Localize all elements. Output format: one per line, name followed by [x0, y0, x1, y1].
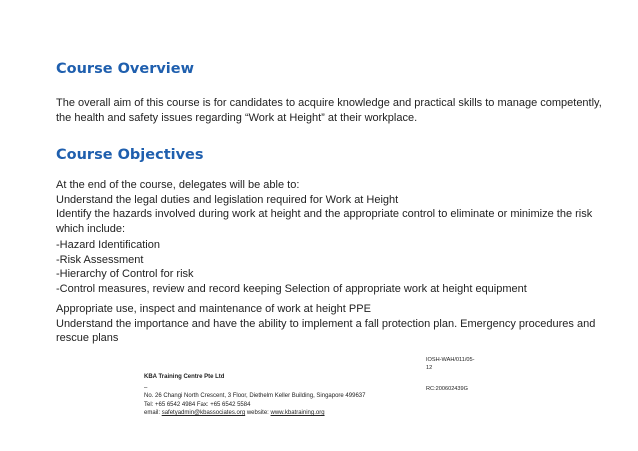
objectives-list	[56, 238, 616, 296]
objectives-intro-line: Understand the legal duties and legislation required for Work at Height	[56, 193, 399, 206]
course-overview-heading: Course Overview	[56, 61, 195, 77]
footer-email-website	[144, 409, 365, 418]
objectives-closing-line: rescue plans	[56, 332, 119, 344]
objective-item: -Hierarchy of Control for risk	[56, 268, 194, 280]
objective-item: -Control measures, review and record keeping Selection of appropriate work at height equipment	[56, 282, 527, 295]
footer-doc-ref-line: 12	[426, 364, 433, 371]
objective-item: -Risk Assessment	[56, 253, 144, 266]
footer-doc-ref-line: IOSH-WAH/011/05-	[426, 357, 475, 363]
objectives-closing	[56, 302, 616, 346]
overview-line: The overall aim of this course is for candidates to acquire knowledge and practical skills to manage competently,	[56, 97, 602, 109]
footer-company-name: KBA Training Centre Pte Ltd	[144, 374, 225, 380]
footer-email-link[interactable]: safetyadmin@kbassociates.org	[161, 410, 246, 417]
footer-phone: Tel: +65 6542 4984 Fax: +65 6542 5584	[144, 401, 251, 408]
objectives-closing-line: Appropriate use, inspect and maintenance of work at height PPE	[56, 303, 371, 315]
objectives-closing-line: Understand the importance and have the ability to implement a fall protection plan. Emergency procedures and	[56, 317, 596, 330]
footer-contact	[144, 392, 365, 418]
footer-doc-ref	[426, 357, 475, 372]
course-overview-text	[56, 96, 616, 125]
footer-email-label: email:	[144, 410, 161, 417]
objectives-intro-line: Identify the hazards involved during work at height and the appropriate control to eliminate or minimize the risk	[56, 208, 593, 220]
objectives-intro	[56, 178, 616, 236]
footer-dash: –	[144, 385, 148, 391]
course-objectives-heading: Course Objectives	[56, 147, 204, 163]
objective-item: -Hazard Identification	[56, 239, 160, 251]
objectives-intro-line: At the end of the course, delegates will be able to:	[56, 179, 300, 191]
footer-address: No. 26 Changi North Crescent, 3 Floor, Diethelm Keller Building, Singapore 499637	[144, 393, 366, 399]
footer-website-label: website:	[246, 410, 269, 417]
footer-website-link[interactable]: www.kbatraining.org	[270, 410, 325, 417]
footer-rc-number: RC:200602439G	[426, 386, 468, 392]
overview-line: the health and safety issues regarding “Work at Height” at their workplace.	[56, 111, 418, 124]
objectives-intro-line: which include:	[56, 222, 126, 235]
